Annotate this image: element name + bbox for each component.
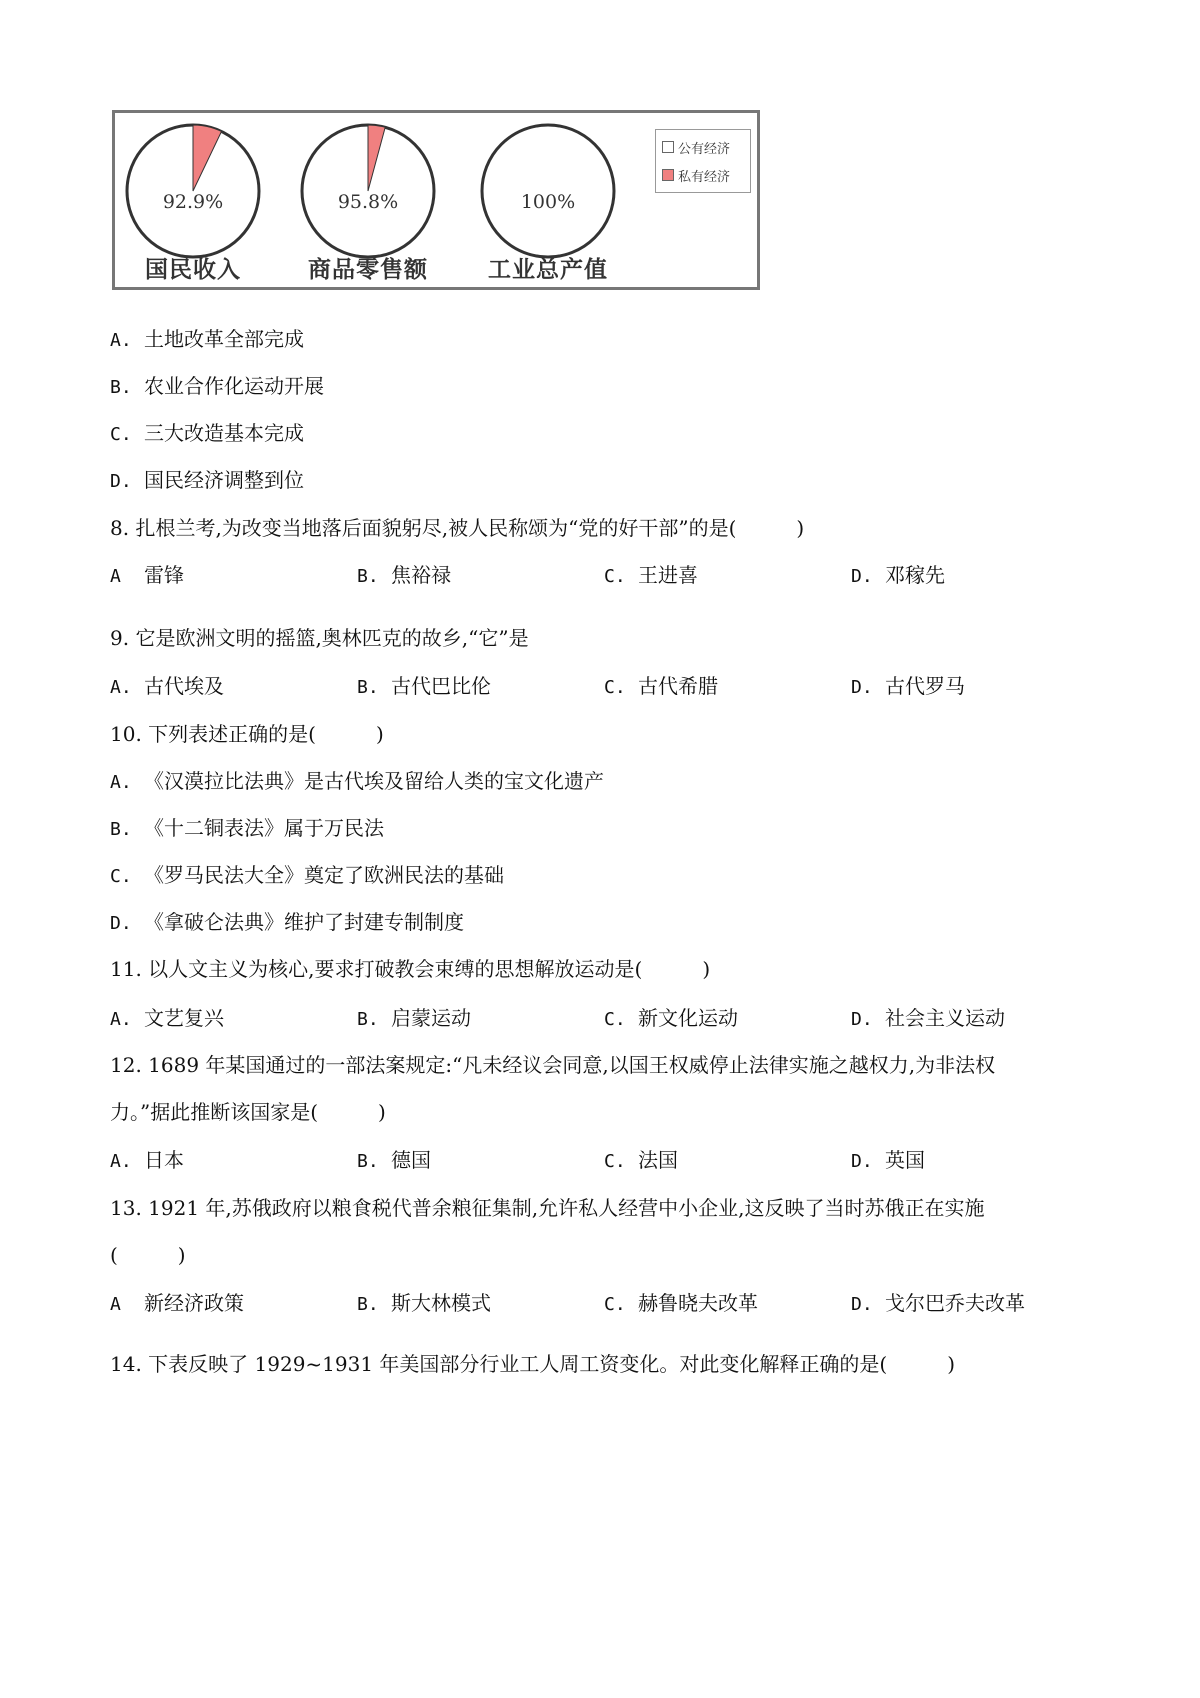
q12-option-d	[851, 1146, 925, 1176]
q8-option-a-letter: A	[110, 566, 121, 587]
q12-option-b-text: 德国	[391, 1148, 431, 1172]
q8-option-c-text: 王进喜	[638, 563, 698, 587]
q13-option-b	[357, 1289, 491, 1319]
q14-stem: 14. 下表反映了 1929~1931 年美国部分行业工人周工资变化。对此变化解释正确的是( )	[110, 1352, 956, 1376]
q7-option-c-letter: C.	[110, 424, 132, 445]
q8-option-b	[357, 561, 451, 591]
q9-option-d-text: 古代罗马	[885, 674, 965, 698]
q12-option-a	[110, 1146, 184, 1176]
q11-option-d-letter: D.	[851, 1009, 873, 1030]
q9-option-b-text: 古代巴比伦	[391, 674, 491, 698]
q10-option-c-letter: C.	[110, 866, 132, 887]
q9-option-c-text: 古代希腊	[638, 674, 718, 698]
q11-option-b-text: 启蒙运动	[391, 1006, 471, 1030]
q9-option-a	[110, 672, 224, 702]
q10-option-a-text: 《汉漠拉比法典》是古代埃及留给人类的宝文化遗产	[144, 769, 604, 793]
q13-option-a-letter: A	[110, 1294, 121, 1315]
q12-option-b-letter: B.	[357, 1151, 379, 1172]
q12-option-d-text: 英国	[885, 1148, 925, 1172]
q13-option-b-text: 斯大林模式	[391, 1291, 491, 1315]
q10-option-c	[110, 861, 504, 891]
q8-option-b-text: 焦裕禄	[391, 563, 451, 587]
q13-option-d	[851, 1289, 1025, 1319]
q7-option-c	[110, 419, 304, 449]
q8-option-c-letter: C.	[604, 566, 626, 587]
q10-option-b	[110, 814, 384, 844]
q13-option-c	[604, 1289, 758, 1319]
q9-option-d-letter: D.	[851, 677, 873, 698]
q9-option-b-letter: B.	[357, 677, 379, 698]
q10-stem: 10. 下列表述正确的是( )	[110, 722, 384, 746]
q10-option-a-letter: A.	[110, 772, 132, 793]
legend-label-private: 私有经济	[678, 169, 731, 185]
q13-option-d-text: 戈尔巴乔夫改革	[885, 1291, 1025, 1315]
pie-national-income-label: 国民收入	[145, 256, 241, 283]
q7-option-d-letter: D.	[110, 471, 132, 492]
q11-option-c-letter: C.	[604, 1009, 626, 1030]
q13-option-d-letter: D.	[851, 1294, 873, 1315]
pie-industrial-output-pct: 100%	[520, 191, 576, 213]
q10-option-b-letter: B.	[110, 819, 132, 840]
q8-option-a	[110, 561, 184, 591]
q7-option-c-text: 三大改造基本完成	[144, 421, 304, 445]
legend-label-public: 公有经济	[678, 141, 731, 157]
q7-option-d-text: 国民经济调整到位	[144, 468, 304, 492]
q12-stem-line1: 12. 1689 年某国通过的一部法案规定:“凡未经议会同意,以国王权威停止法律实施之越权力,为非法权	[110, 1053, 996, 1077]
q13-option-c-letter: C.	[604, 1294, 626, 1315]
q12-option-a-text: 日本	[144, 1148, 184, 1172]
q7-option-b-text: 农业合作化运动开展	[144, 374, 324, 398]
q9-option-c	[604, 672, 718, 702]
q13-option-b-letter: B.	[357, 1294, 379, 1315]
q9-option-d	[851, 672, 965, 702]
q11-option-d-text: 社会主义运动	[885, 1006, 1005, 1030]
q9-option-c-letter: C.	[604, 677, 626, 698]
q8-option-c	[604, 561, 698, 591]
q7-option-a-text: 土地改革全部完成	[144, 327, 304, 351]
q9-option-b	[357, 672, 491, 702]
q11-stem: 11. 以人文主义为核心,要求打破教会束缚的思想解放运动是( )	[110, 957, 711, 981]
q7-option-a-letter: A.	[110, 330, 132, 351]
q10-option-c-text: 《罗马民法大全》奠定了欧洲民法的基础	[144, 863, 504, 887]
pie-national-income-pct: 92.9%	[162, 191, 224, 213]
q12-stem-line2: 力。”据此推断该国家是( )	[110, 1100, 386, 1124]
q8-option-a-text: 雷锋	[144, 563, 184, 587]
q13-option-c-text: 赫鲁晓夫改革	[638, 1291, 758, 1315]
pie-industrial-output-label: 工业总产值	[488, 256, 608, 283]
q9-stem: 9. 它是欧洲文明的摇篮,奥林匹克的故乡,“它”是	[110, 626, 529, 650]
q8-option-d-text: 邓稼先	[885, 563, 945, 587]
q12-option-c-text: 法国	[638, 1148, 678, 1172]
q13-option-a	[110, 1289, 244, 1319]
q12-option-c-letter: C.	[604, 1151, 626, 1172]
q7-option-a	[110, 325, 304, 355]
q12-option-d-letter: D.	[851, 1151, 873, 1172]
q13-option-a-text: 新经济政策	[144, 1291, 244, 1315]
q11-option-d	[851, 1004, 1005, 1034]
pie-retail-sales	[298, 121, 438, 261]
q11-option-b	[357, 1004, 471, 1034]
q11-option-b-letter: B.	[357, 1009, 379, 1030]
q7-option-b	[110, 372, 324, 402]
q10-option-d	[110, 908, 464, 938]
q8-option-d-letter: D.	[851, 566, 873, 587]
q10-option-b-text: 《十二铜表法》属于万民法	[144, 816, 384, 840]
q10-option-d-text: 《拿破仑法典》维护了封建专制制度	[144, 910, 464, 934]
pie-retail-sales-label: 商品零售额	[308, 256, 428, 283]
legend-item-private	[662, 166, 730, 184]
q8-option-b-letter: B.	[357, 566, 379, 587]
q9-option-a-text: 古代埃及	[144, 674, 224, 698]
q13-stem-line1: 13. 1921 年,苏俄政府以粮食税代普余粮征集制,允许私人经营中小企业,这反映了当时苏俄正在实施	[110, 1196, 985, 1220]
q10-option-d-letter: D.	[110, 913, 132, 934]
q7-option-d	[110, 466, 304, 496]
q9-option-a-letter: A.	[110, 677, 132, 698]
q12-option-b	[357, 1146, 431, 1176]
pie-industrial-output	[478, 121, 618, 261]
pie-retail-sales-pct: 95.8%	[337, 191, 399, 213]
q11-option-a-letter: A.	[110, 1009, 132, 1030]
q8-option-d	[851, 561, 945, 591]
legend-swatch-private	[662, 169, 674, 181]
q12-option-c	[604, 1146, 678, 1176]
q11-option-c	[604, 1004, 738, 1034]
legend-item-public	[662, 138, 730, 156]
q12-option-a-letter: A.	[110, 1151, 132, 1172]
pie-legend	[655, 129, 751, 193]
q11-option-a	[110, 1004, 224, 1034]
q7-option-b-letter: B.	[110, 377, 132, 398]
q8-stem: 8. 扎根兰考,为改变当地落后面貌躬尽,被人民称颂为“党的好干部”的是( )	[110, 516, 805, 540]
pie-national-income	[123, 121, 263, 261]
q13-stem-line2: ( )	[110, 1243, 186, 1267]
legend-swatch-public	[662, 141, 674, 153]
q11-option-a-text: 文艺复兴	[144, 1006, 224, 1030]
q11-option-c-text: 新文化运动	[638, 1006, 738, 1030]
q10-option-a	[110, 767, 604, 797]
economy-pie-figure	[112, 110, 760, 290]
